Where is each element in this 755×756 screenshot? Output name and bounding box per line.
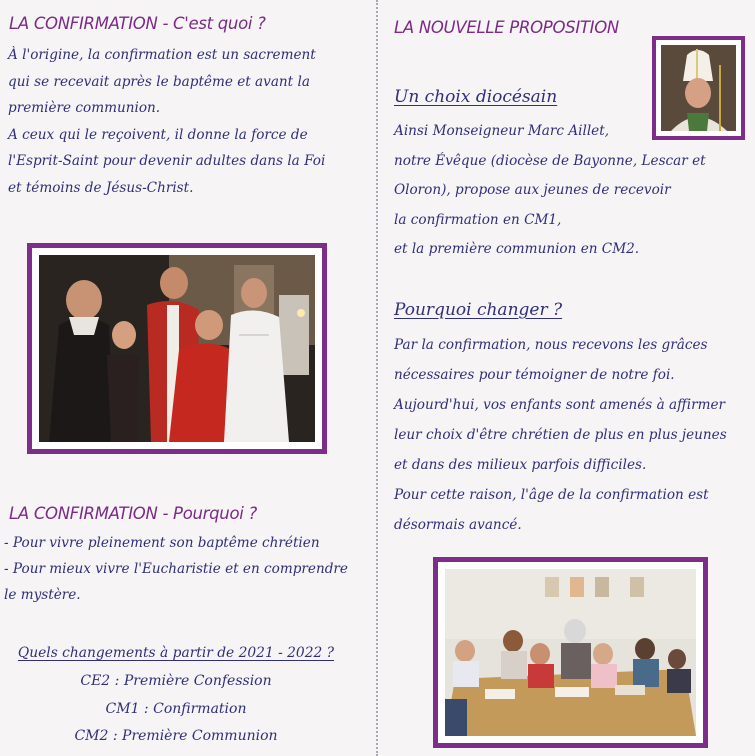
text-line: Aujourd'hui, vos enfants sont amenés à affirmer (394, 397, 726, 413)
diocesan-choice-text (394, 117, 706, 265)
text-line: A ceux qui le reçoivent, il donne la force de (8, 126, 308, 143)
text-line: et témoins de Jésus-Christ. (8, 179, 194, 196)
confirmation-ceremony-image (39, 255, 315, 442)
text-line: l'Esprit-Saint pour devenir adultes dans la Foi (8, 153, 326, 169)
confirmation-photo (27, 243, 327, 454)
section-what-text (8, 42, 325, 201)
text-line: Pour cette raison, l'âge de la confirmation est (394, 487, 709, 503)
text-line: Oloron), propose aux jeunes de recevoir (394, 182, 671, 198)
text-line: À l'origine, la confirmation est un sacrement (8, 47, 316, 63)
subtitle-diocesan-choice: Un choix diocésain (394, 87, 558, 107)
why-change-text (394, 330, 727, 540)
left-column (0, 0, 375, 756)
text-line: notre Évêque (diocèse de Bayonne, Lescar et (394, 152, 706, 169)
text-line: Ainsi Monseigneur Marc Aillet, (394, 123, 610, 139)
section-title-why: LA CONFIRMATION - Pourquoi ? (9, 504, 257, 523)
section-title-new-proposal: LA NOUVELLE PROPOSITION (394, 18, 619, 37)
text-line: Par la confirmation, nous recevons les grâces (394, 337, 708, 353)
text-line: et la première communion en CM2. (394, 241, 640, 257)
text-line: leur choix d'être chrétien de plus en plus jeunes (394, 427, 727, 443)
catechism-class-photo (433, 557, 708, 748)
text-line: qui se recevait après le baptême et avant la (8, 73, 310, 90)
section-why-text (4, 530, 348, 608)
text-line: la confirmation en CM1, (394, 211, 562, 228)
text-line: le mystère. (4, 587, 81, 603)
classroom-image (445, 569, 696, 736)
text-line: - Pour mieux vivre l'Eucharistie et en comprendre (4, 561, 348, 577)
right-column (381, 0, 755, 756)
changes-item: CE2 : Première Confession (80, 673, 272, 689)
section-title-what: LA CONFIRMATION - C'est quoi ? (9, 14, 266, 33)
changes-block (0, 641, 352, 751)
subtitle-why-change: Pourquoi changer ? (394, 300, 563, 320)
text-line: première communion. (8, 100, 161, 116)
text-line: nécessaires pour témoigner de notre foi. (394, 367, 675, 383)
column-divider (376, 0, 378, 756)
text-line: désormais avancé. (394, 517, 522, 533)
text-line: et dans des milieux parfois difficiles. (394, 457, 647, 473)
changes-item: CM2 : Première Communion (74, 728, 278, 744)
changes-item: CM1 : Confirmation (105, 700, 247, 717)
text-line: - Pour vivre pleinement son baptême chrétien (4, 535, 320, 551)
changes-question: Quels changements à partir de 2021 - 2022 ? (17, 645, 335, 661)
